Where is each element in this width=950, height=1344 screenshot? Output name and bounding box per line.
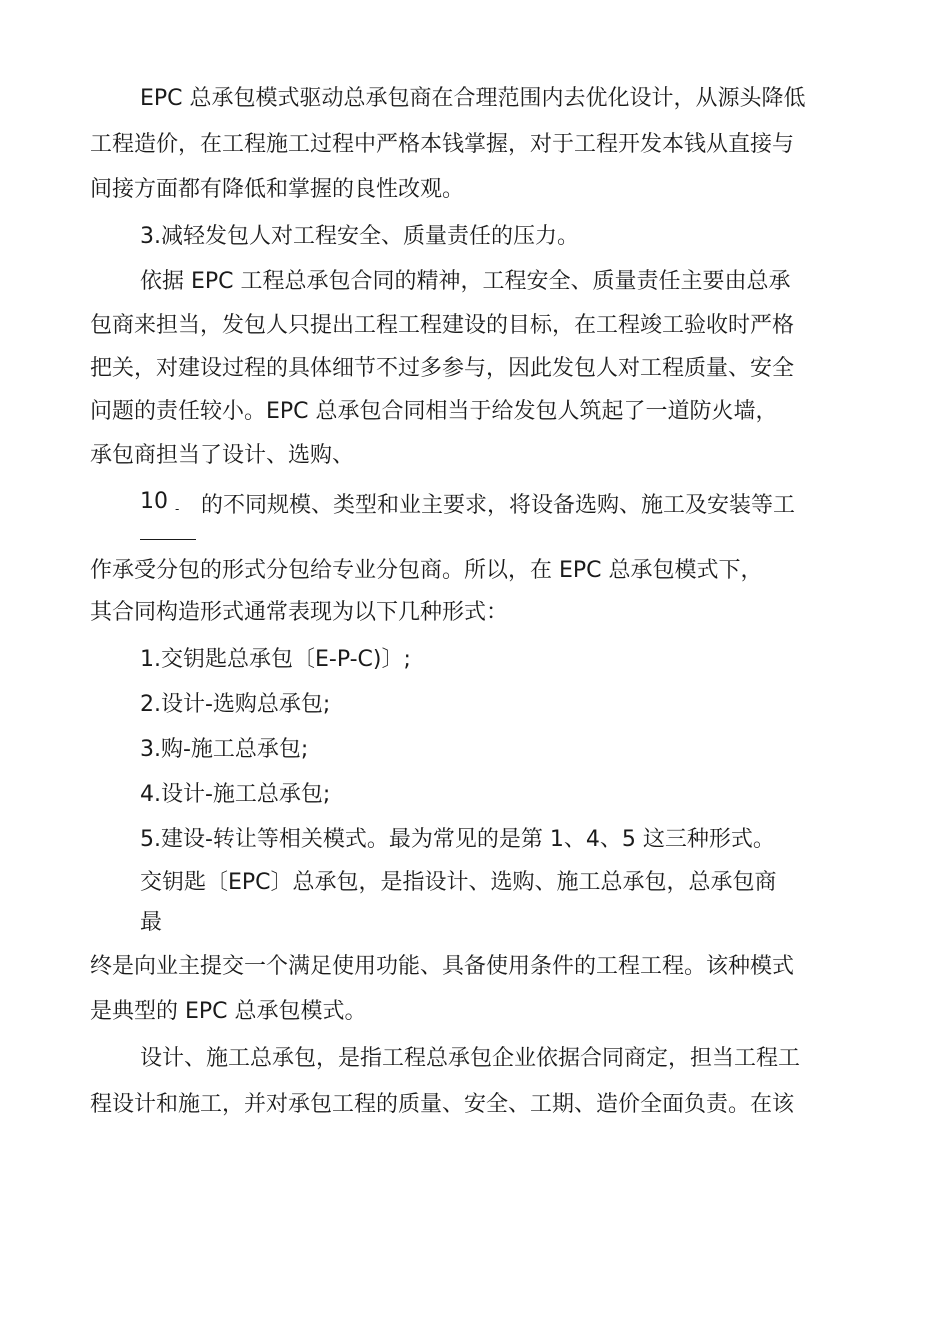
para4-line1: 交钥匙〔EPC〕总承包，是指设计、选购、施工总承包，总承包商 xyxy=(140,870,777,895)
para1-line3: 间接方面都有降低和掌握的良性改观。 xyxy=(90,177,465,202)
para2-line3: 把关，对建设过程的具体细节不过多参与，因此发包人对工程质量、安全 xyxy=(90,356,795,381)
list-item: 5.建设-转让等相关模式。最为常见的是第 1、4、5 这三种形式。 xyxy=(140,827,775,852)
para3-line1: 的不同规模、类型和业主要求，将设备选购、施工及安装等工 xyxy=(201,493,796,518)
list-item: 4.设计-施工总承包; xyxy=(140,782,331,807)
para2-line2: 包商来担当，发包人只提出工程工程建设的目标，在工程竣工验收时严格 xyxy=(90,313,795,338)
para4-line3: 终是向业主提交一个满足使用功能、具备使用条件的工程工程。该种模式 xyxy=(90,954,795,979)
page-number-rule xyxy=(140,539,196,540)
para4-line2: 最 xyxy=(140,910,163,935)
page-number-sub: - xyxy=(175,502,180,516)
para2-line1: 依据 EPC 工程总承包合同的精神，工程安全、质量责任主要由总承 xyxy=(140,269,791,294)
list-item: 3.购-施工总承包; xyxy=(140,737,309,762)
para3-line3: 其合同构造形式通常表现为以下几种形式： xyxy=(90,600,509,625)
para2-line4: 问题的责任较小。EPC 总承包合同相当于给发包人筑起了一道防火墙， xyxy=(90,399,778,424)
heading-3: 3.减轻发包人对工程安全、质量责任的压力。 xyxy=(140,224,579,249)
para2-line5: 承包商担当了设计、选购、 xyxy=(90,443,355,468)
para3-line2: 作承受分包的形式分包给专业分包商。所以，在 EPC 总承包模式下， xyxy=(90,558,763,583)
list-item: 2.设计-选购总承包; xyxy=(140,692,331,717)
para5-line2: 程设计和施工，并对承包工程的质量、安全、工期、造价全面负责。在该 xyxy=(90,1092,795,1117)
para1-line2: 工程造价，在工程施工过程中严格本钱掌握，对于工程开发本钱从直接与 xyxy=(90,132,795,157)
para1-line1: EPC 总承包模式驱动总承包商在合理范围内去优化设计，从源头降低 xyxy=(140,86,806,111)
page-number: 10 xyxy=(140,489,168,514)
para5-line1: 设计、施工总承包，是指工程总承包企业依据合同商定，担当工程工 xyxy=(140,1046,801,1071)
list-item: 1.交钥匙总承包〔E-P-C)〕; xyxy=(140,647,411,672)
para4-line4: 是典型的 EPC 总承包模式。 xyxy=(90,999,367,1024)
